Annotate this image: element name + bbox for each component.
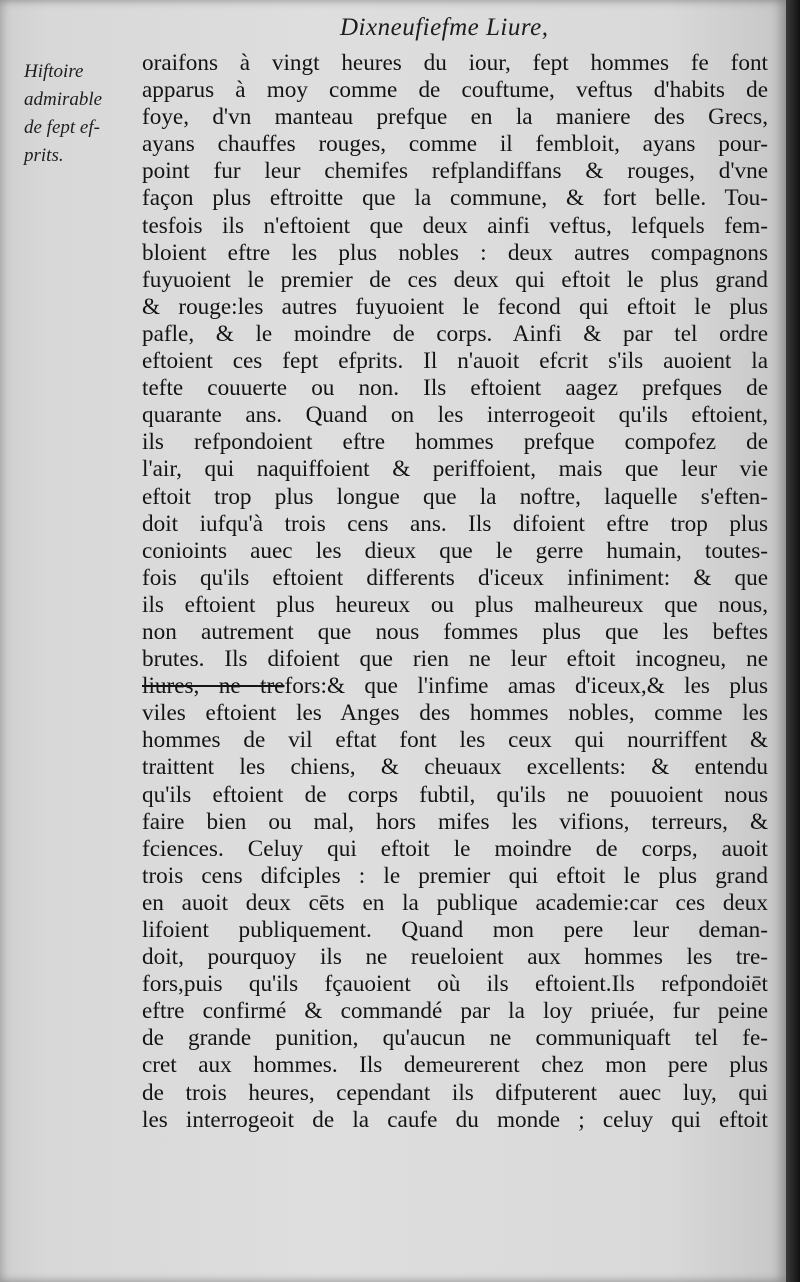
text-line: lifoient publiquement. Quand mon pere leur deman-: [142, 917, 768, 943]
marginal-note-line: admirable: [24, 89, 103, 110]
struck-text: liures, ne tre: [142, 673, 285, 700]
text-line: en auoit deux cēts en la publique academie:car ces deux: [142, 889, 768, 916]
text-line: cret aux hommes. Ils demeurerent chez mon pere plus: [142, 1052, 768, 1079]
marginal-note-line: de fept ef-: [24, 117, 100, 138]
text-line: quarante ans. Quand on les interrogeoit qu'ils eftoient,: [142, 402, 768, 429]
body-text: [142, 50, 768, 1134]
page-edge: [786, 0, 800, 1282]
text-line: ayans chauffes rouges, comme il fembloit, ayans pour-: [142, 131, 768, 158]
marginal-note-line: prits.: [24, 145, 64, 166]
text-line: eftre confirmé & commandé par la loy priuée, fur peine: [142, 998, 768, 1025]
text-line-rest: fors:& que l'infime amas d'iceux,& les plus: [284, 673, 768, 700]
text-line: bloient eftre les plus nobles : deux autres compagnons: [142, 239, 768, 266]
text-line: ils refpondoient eftre hommes prefque compofez de: [142, 429, 768, 456]
text-line: [142, 673, 768, 700]
marginal-note-line: Hiftoire: [24, 61, 84, 82]
text-line: conioints auec les dieux que le gerre humain, toutes-: [142, 537, 768, 564]
text-line: façon plus eftroitte que la commune, & fort belle. Tou-: [142, 185, 768, 212]
text-line: les interrogeoit de la caufe du monde ; celuy qui eftoit: [142, 1106, 768, 1133]
text-line: tesfois ils n'eftoient que deux ainfi veftus, lefquels fem-: [142, 212, 768, 239]
text-line: doit, pourquoy ils ne reueloient aux hommes les tre-: [142, 944, 768, 971]
text-line: eftoient ces fept efprits. Il n'auoit efcrit s'ils auoient la: [142, 348, 768, 375]
text-line: de trois heures, cependant ils difputerent auec luy, qui: [142, 1079, 768, 1106]
text-line: brutes. Ils difoient que rien ne leur eftoit incogneu, ne: [142, 646, 768, 673]
text-line: eftoit trop plus longue que la noftre, laquelle s'eften-: [142, 483, 768, 510]
text-line: foye, d'vn manteau prefque en la maniere des Grecs,: [142, 104, 768, 131]
text-line: oraifons à vingt heures du iour, fept hommes fe font: [142, 50, 768, 76]
text-line: traittent les chiens, & cheuaux excellents: & entendu: [142, 754, 768, 781]
text-line: trois cens difciples : le premier qui eftoit le plus grand: [142, 862, 768, 889]
text-line: tefte couuerte ou non. Ils eftoient aagez prefques de: [142, 375, 768, 402]
text-line: & rouge:les autres fuyuoient le fecond qui eftoit le plus: [142, 293, 768, 320]
text-line: doit iufqu'à trois cens ans. Ils difoient eftre trop plus: [142, 510, 768, 537]
text-line: faire bien ou mal, hors mifes les vifions, terreurs, &: [142, 808, 768, 835]
text-line: qu'ils eftoient de corps fubtil, qu'ils ne pouuoient nous: [142, 781, 768, 808]
running-head: Dixneufiefme Liure,: [340, 14, 549, 41]
text-line: fciences. Celuy qui eftoit le moindre de corps, auoit: [142, 835, 768, 862]
text-line: point fur leur chemifes refplandiffans & rouges, d'vne: [142, 158, 768, 185]
marginal-note: [24, 58, 144, 170]
text-line: l'air, qui naquiffoient & periffoient, mais que leur vie: [142, 456, 768, 483]
text-line: de grande punition, qu'aucun ne communiquaft tel fe-: [142, 1025, 768, 1052]
text-line: ils eftoient plus heureux ou plus malheureux que nous,: [142, 591, 768, 618]
text-line: pafle, & le moindre de corps. Ainfi & par tel ordre: [142, 320, 768, 347]
text-line: hommes de vil eftat font les ceux qui nourriffent &: [142, 727, 768, 754]
text-line: non autrement que nous fommes plus que les beftes: [142, 618, 768, 645]
text-line: fois qu'ils eftoient differents d'iceux infiniment: & que: [142, 564, 768, 591]
text-line: fors,puis qu'ils fçauoient où ils eftoient.Ils refpondoiēt: [142, 971, 768, 998]
text-line: viles eftoient les Anges des hommes nobles, comme les: [142, 700, 768, 727]
text-line: apparus à moy comme de couftume, veftus d'habits de: [142, 77, 768, 104]
text-line: fuyuoient le premier de ces deux qui eftoit le plus grand: [142, 266, 768, 293]
